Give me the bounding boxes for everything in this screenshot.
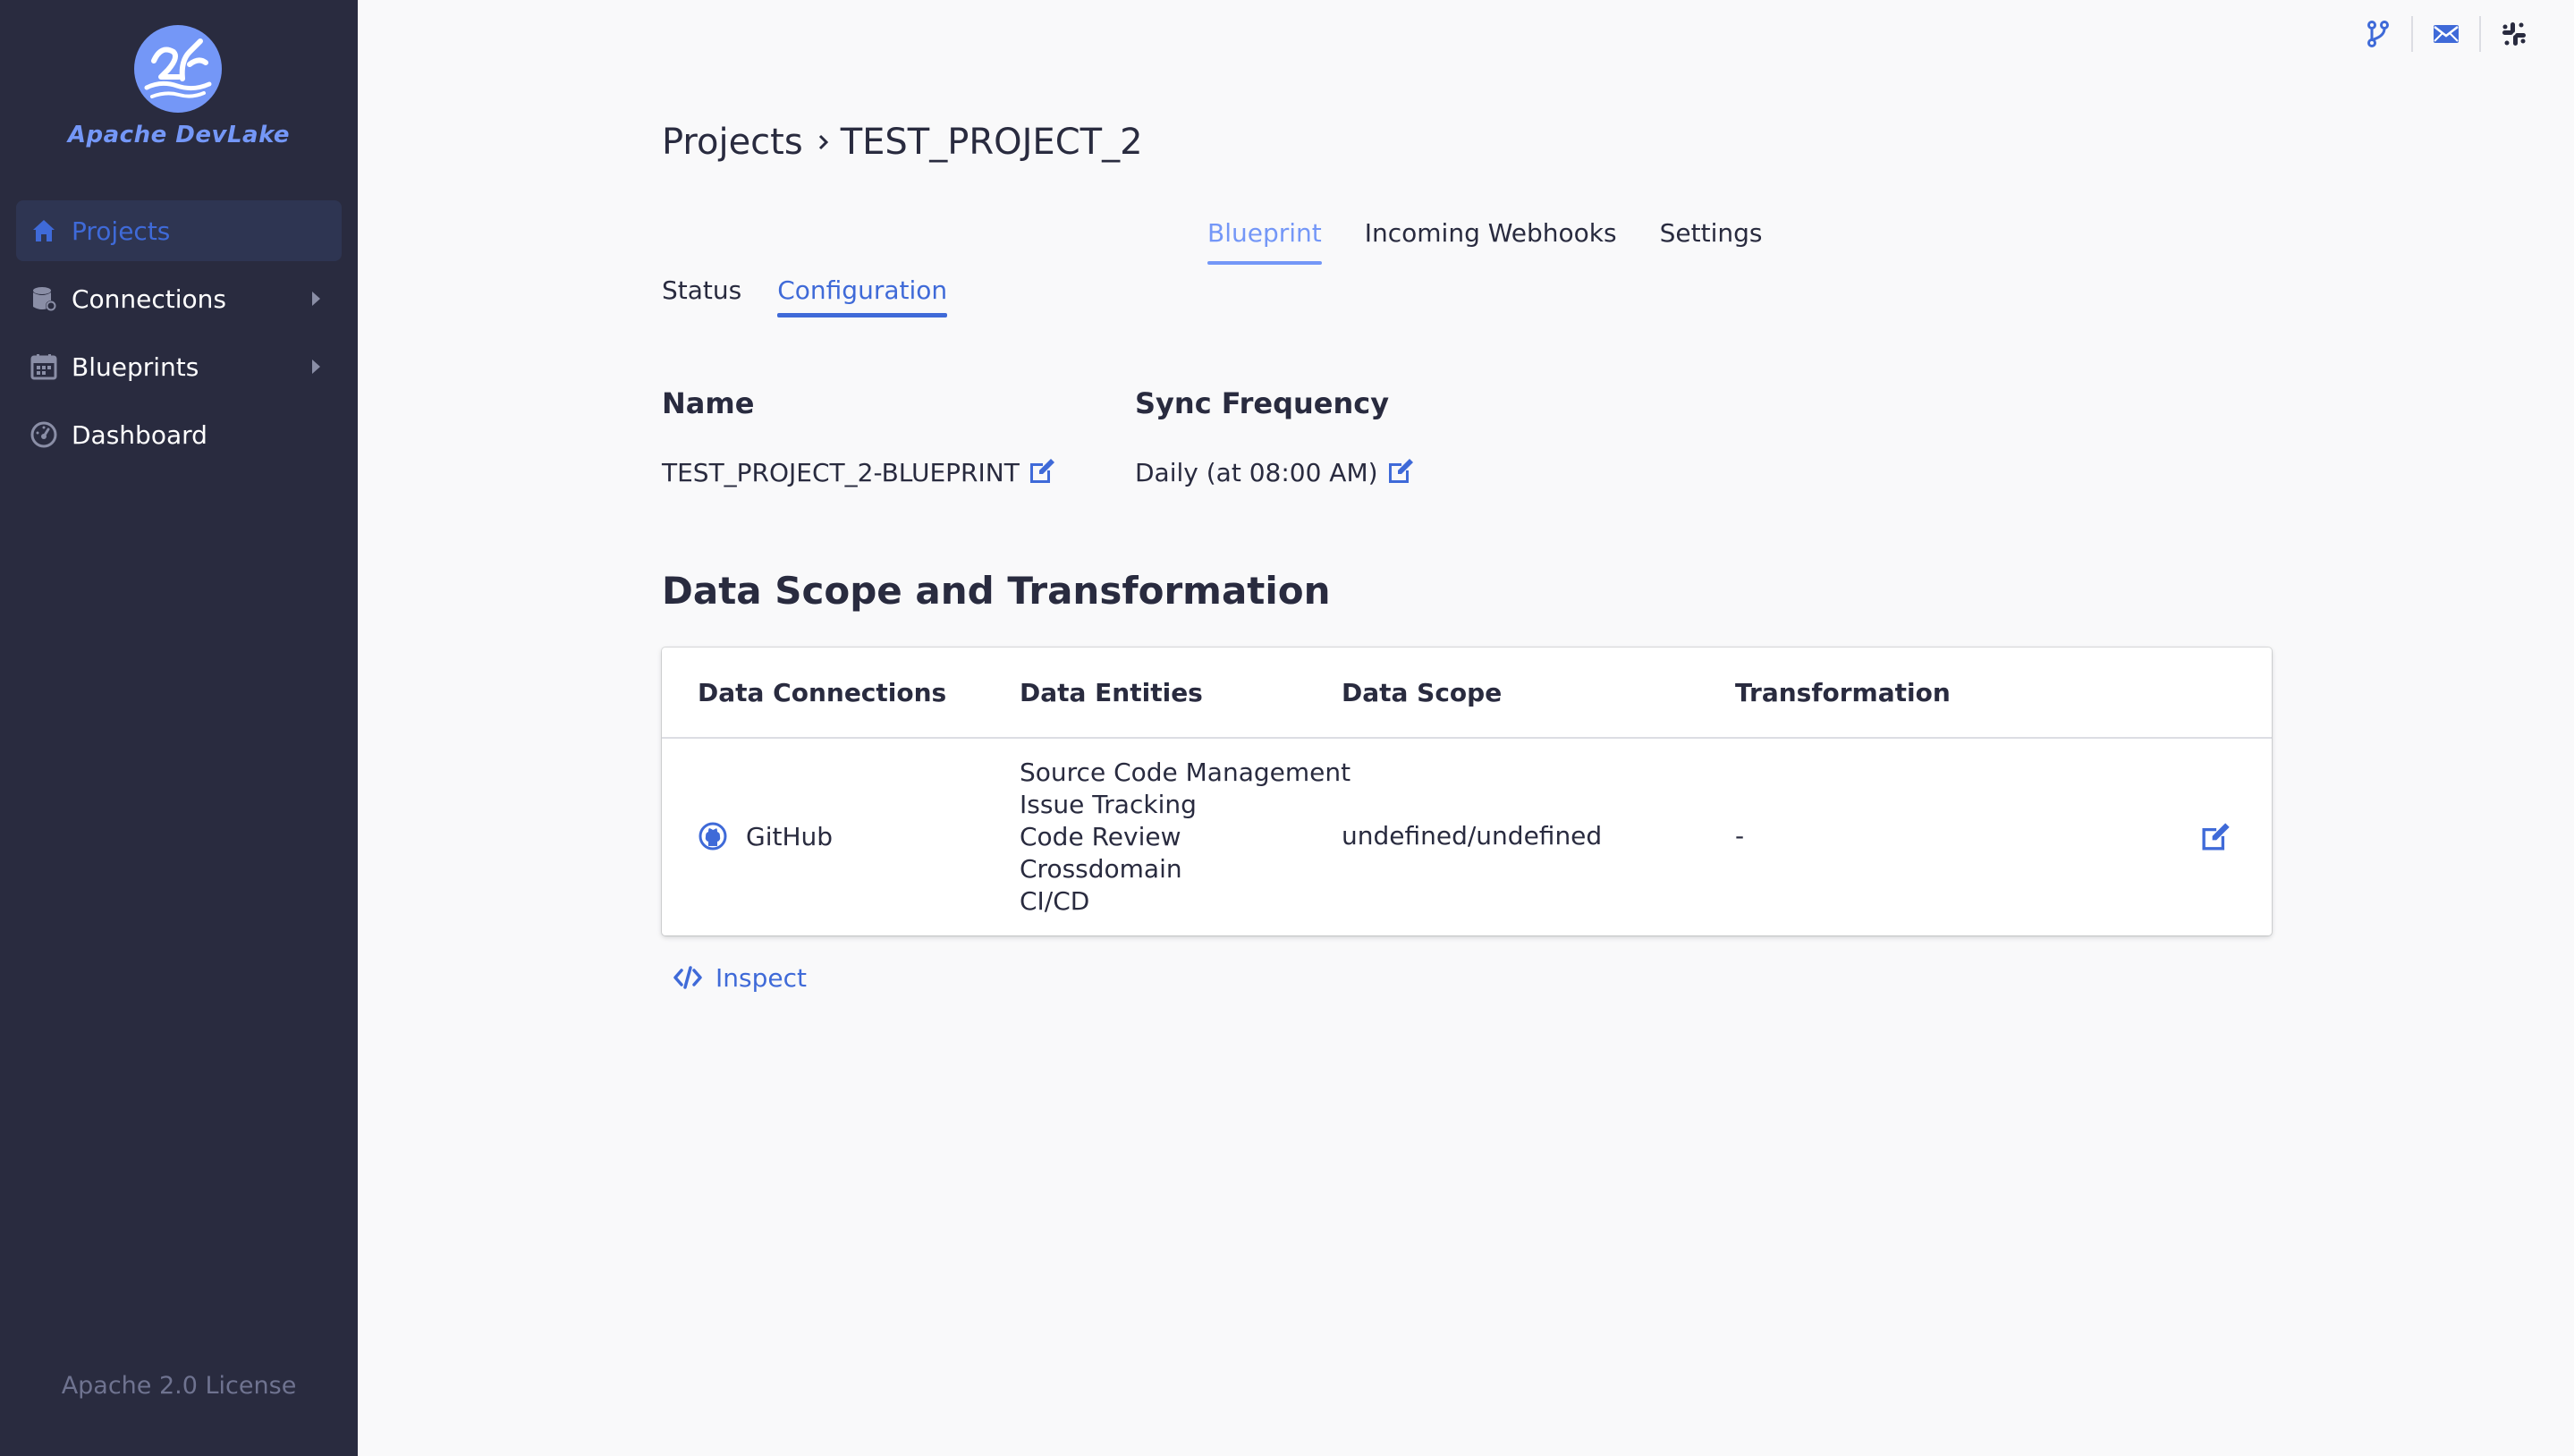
sidebar-item-projects[interactable] — [16, 200, 342, 261]
scope-cell: undefined/undefined — [1342, 821, 1603, 851]
calendar-icon — [29, 351, 59, 382]
project-tabs — [1207, 218, 1805, 268]
sidebar-item-dashboard[interactable] — [16, 404, 342, 465]
caret-right-icon — [312, 292, 320, 306]
sync-frequency-value: Daily (at 08:00 AM) — [1135, 457, 1378, 487]
breadcrumb-projects-link[interactable]: Projects — [662, 122, 803, 163]
data-scope-table — [662, 648, 2272, 935]
inspect-label: Inspect — [715, 962, 807, 993]
column-header: Data Connections — [698, 678, 947, 707]
code-icon — [673, 962, 703, 993]
sync-frequency-field — [1135, 456, 1418, 488]
entity-item: Source Code Management — [1020, 758, 1351, 787]
dashboard-icon — [29, 419, 59, 450]
connection-cell — [698, 821, 833, 851]
devlake-logo — [134, 25, 222, 113]
edit-row-icon[interactable] — [2198, 820, 2234, 856]
column-header: Data Entities — [1020, 678, 1203, 707]
github-icon — [698, 821, 728, 851]
entity-item: CI/CD — [1020, 886, 1090, 916]
tab-configuration[interactable]: Configuration — [777, 275, 947, 326]
breadcrumb — [662, 122, 1143, 163]
connection-name: GitHub — [746, 821, 834, 851]
sidebar-item-label: Blueprints — [72, 351, 199, 382]
section-title: Data Scope and Transformation — [662, 569, 1331, 613]
database-icon — [29, 284, 59, 314]
divider — [2479, 16, 2481, 52]
sidebar — [0, 0, 358, 1456]
top-toolbar — [2345, 14, 2547, 54]
mail-icon[interactable] — [2427, 15, 2465, 53]
inspect-button[interactable] — [673, 962, 807, 993]
license-text: Apache 2.0 License — [61, 1372, 297, 1400]
sidebar-item-label: Projects — [72, 216, 171, 246]
git-branch-icon[interactable] — [2359, 15, 2397, 53]
sidebar-item-connections[interactable] — [16, 268, 342, 329]
slack-icon[interactable] — [2495, 15, 2533, 53]
entity-item: Issue Tracking — [1020, 790, 1197, 819]
transformation-cell: - — [1735, 821, 1745, 851]
chevron-right-icon — [816, 134, 832, 150]
sidebar-item-blueprints[interactable] — [16, 336, 342, 397]
breadcrumb-current: TEST_PROJECT_2 — [840, 122, 1143, 163]
edit-name-icon[interactable] — [1027, 456, 1059, 488]
home-icon — [29, 216, 59, 246]
sync-frequency-label: Sync Frequency — [1135, 386, 1390, 420]
divider — [2411, 16, 2413, 52]
sidebar-item-label: Dashboard — [72, 419, 207, 450]
column-header: Data Scope — [1342, 678, 1503, 707]
caret-right-icon — [312, 360, 320, 374]
app-name: Apache DevLake — [67, 122, 291, 148]
sidebar-nav — [16, 200, 342, 472]
table-header — [662, 648, 2272, 739]
entities-cell — [1020, 757, 1351, 918]
name-value: TEST_PROJECT_2-BLUEPRINT — [662, 457, 1020, 487]
sidebar-item-label: Connections — [72, 284, 227, 314]
tab-status[interactable]: Status — [662, 275, 742, 305]
name-label: Name — [662, 386, 755, 420]
column-header: Transformation — [1735, 678, 1951, 707]
entity-item: Crossdomain — [1020, 854, 1182, 884]
edit-sync-icon[interactable] — [1385, 456, 1418, 488]
tab-incoming-webhooks[interactable]: Incoming Webhooks — [1364, 218, 1617, 248]
tab-settings[interactable]: Settings — [1659, 218, 1763, 248]
name-field — [662, 456, 1059, 488]
entity-item: Code Review — [1020, 822, 1181, 851]
tab-blueprint[interactable]: Blueprint — [1207, 218, 1322, 268]
blueprint-subtabs — [662, 275, 983, 326]
